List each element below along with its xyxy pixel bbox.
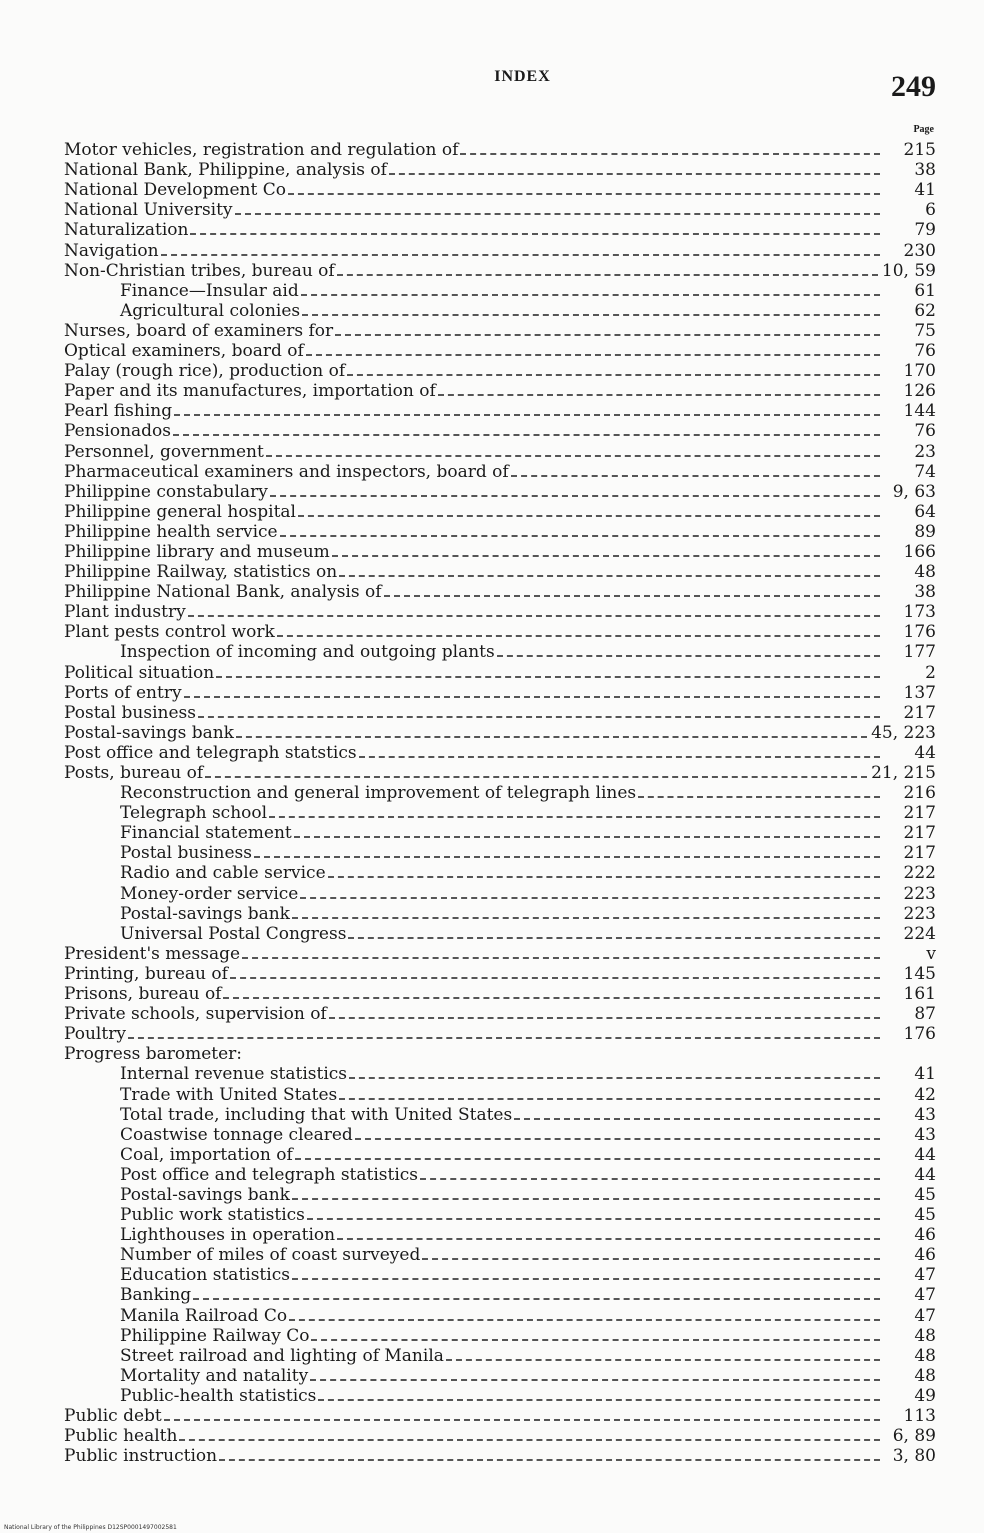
entry-label: Public-health statistics (120, 1385, 317, 1406)
dot-leader (292, 916, 880, 919)
dot-leader (223, 996, 880, 999)
entry-label: Total trade, including that with United States (120, 1104, 513, 1125)
dot-leader (298, 514, 880, 517)
entry-label: Pearl fishing (64, 401, 173, 422)
entry-page-reference: 23 (914, 441, 936, 462)
entry-label: Poultry (64, 1024, 126, 1045)
index-subentry (64, 783, 936, 803)
entry-page-reference: 176 (903, 1024, 936, 1045)
dot-leader (294, 835, 880, 838)
entry-label: Public instruction (64, 1446, 218, 1467)
dot-leader (230, 976, 880, 979)
entry-page-reference: 46 (914, 1245, 936, 1266)
index-entry (64, 1044, 936, 1064)
index-subentry (64, 1245, 936, 1265)
index-subentry (64, 1125, 936, 1145)
index-entry (64, 763, 936, 783)
dot-leader (335, 333, 880, 336)
entry-label: Navigation (64, 240, 159, 261)
entry-page-reference: 137 (903, 682, 936, 703)
entry-page-reference: 44 (914, 1164, 936, 1185)
entry-label: Postal business (64, 702, 196, 723)
dot-leader (188, 614, 880, 617)
index-entry (64, 662, 936, 682)
entry-label: Personnel, government (64, 441, 264, 462)
dot-leader (216, 675, 880, 678)
entry-label: Philippine Railway Co (120, 1325, 310, 1346)
entry-page-reference: 79 (914, 220, 936, 241)
entry-label: Number of miles of coast surveyed (120, 1245, 421, 1266)
dot-leader (318, 1398, 880, 1401)
entry-label: Internal revenue statistics (120, 1064, 348, 1085)
dot-leader (301, 293, 880, 296)
dot-leader (277, 634, 880, 637)
dot-leader (161, 253, 880, 256)
index-subentry (64, 1346, 936, 1366)
index-entry (64, 703, 936, 723)
entry-label: Prisons, bureau of (64, 984, 222, 1005)
entry-page-reference: 9, 63 (892, 481, 936, 502)
index-subentry (64, 281, 936, 301)
dot-leader (295, 1157, 880, 1160)
entry-label: Education statistics (120, 1265, 290, 1286)
dot-leader (164, 1418, 880, 1421)
entry-label: Radio and cable service (120, 863, 326, 884)
index-subentry (64, 904, 936, 924)
entry-label: Paper and its manufactures, importation of (64, 381, 436, 402)
entry-page-reference: 10, 59 (881, 260, 936, 281)
dot-leader (497, 654, 880, 657)
index-entry (64, 723, 936, 743)
dot-leader (198, 715, 880, 718)
entry-page-reference: 47 (914, 1285, 936, 1306)
index-subentry (64, 1366, 936, 1386)
index-entry (64, 622, 936, 642)
index-entry (64, 200, 936, 220)
entry-label: Agricultural colonies (120, 300, 301, 321)
index-subentry (64, 1145, 936, 1165)
index-subentry (64, 1165, 936, 1185)
entry-label: National University (64, 200, 233, 221)
entry-label: Pensionados (64, 421, 172, 442)
dot-leader (348, 936, 880, 939)
entry-page-reference: 223 (903, 883, 936, 904)
entry-label: Plant pests control work (64, 622, 275, 643)
index-entry (64, 542, 936, 562)
entry-label: Postal-savings bank (120, 1184, 290, 1205)
dot-leader (384, 594, 880, 597)
entry-label: Universal Postal Congress (120, 923, 347, 944)
entry-label: Pharmaceutical examiners and inspectors, board of (64, 461, 509, 482)
entry-page-reference: 44 (914, 742, 936, 763)
index-subentry (64, 1105, 936, 1125)
entry-label: Philippine Railway, statistics on (64, 562, 338, 583)
entry-label: Manila Railroad Co (120, 1305, 288, 1326)
entry-label: National Development Co (64, 180, 286, 201)
entry-label: Philippine health service (64, 521, 278, 542)
entry-label: Postal-savings bank (64, 722, 234, 743)
index-entry (64, 1004, 936, 1024)
dot-leader (173, 433, 880, 436)
dot-leader (389, 172, 880, 175)
entry-label: Posts, bureau of (64, 763, 204, 783)
entry-page-reference: 2 (925, 662, 936, 683)
index-entry (64, 582, 936, 602)
entry-label: Ports of entry (64, 682, 182, 703)
dot-leader (236, 735, 867, 738)
dot-leader (359, 755, 880, 758)
entry-label: Postal-savings bank (120, 903, 290, 924)
entry-label: Plant industry (64, 602, 186, 623)
dot-leader (514, 1117, 880, 1120)
entry-label: Post office and telegraph statistics (120, 1164, 419, 1185)
entry-label: Nurses, board of examiners for (64, 320, 334, 341)
dot-leader (310, 1378, 880, 1381)
dot-leader (179, 1438, 880, 1441)
dot-leader (347, 373, 880, 376)
entry-label: Finance—Insular aid (120, 280, 299, 301)
entry-label: President's message (64, 943, 241, 964)
dot-leader (219, 1458, 880, 1461)
index-entry (64, 683, 936, 703)
index-entry (64, 1426, 936, 1446)
index-subentry (64, 1265, 936, 1285)
dot-leader (349, 1076, 880, 1079)
entry-page-reference: 89 (914, 521, 936, 542)
index-subentry (64, 883, 936, 903)
entry-label: Money-order service (120, 883, 299, 904)
entry-page-reference: 45 (914, 1184, 936, 1205)
entry-label: Trade with United States (120, 1084, 338, 1105)
index-entry (64, 984, 936, 1004)
entry-page-reference: 217 (903, 803, 936, 824)
index-entry (64, 220, 936, 240)
dot-leader (460, 152, 880, 155)
entry-page-reference: 41 (914, 180, 936, 201)
entry-page-reference: 47 (914, 1305, 936, 1326)
dot-leader (302, 313, 880, 316)
entry-page-reference: 170 (903, 361, 936, 382)
dot-leader (337, 273, 878, 276)
index-subentry (64, 1285, 936, 1305)
dot-leader (329, 1016, 880, 1019)
index-entry (64, 321, 936, 341)
dot-leader (306, 353, 880, 356)
dot-leader (270, 494, 880, 497)
dot-leader (280, 534, 880, 537)
index-subentry (64, 1084, 936, 1104)
index-subentry (64, 1225, 936, 1245)
entry-page-reference: 74 (914, 461, 936, 482)
entry-label: Philippine general hospital (64, 501, 296, 522)
index-entry (64, 441, 936, 461)
entry-page-reference: 44 (914, 1144, 936, 1165)
entry-label: Philippine library and museum (64, 541, 330, 562)
entry-page-reference: 76 (914, 341, 936, 362)
dot-leader (292, 1197, 880, 1200)
entry-page-reference: 46 (914, 1225, 936, 1246)
index-entry (64, 964, 936, 984)
index-subentry (64, 823, 936, 843)
entry-page-reference: 217 (903, 843, 936, 864)
entry-label: Reconstruction and general improvement of telegraph lines (120, 783, 637, 804)
entry-page-reference: 42 (914, 1084, 936, 1105)
entry-label: Public health (64, 1426, 178, 1447)
dot-leader (339, 1097, 880, 1100)
dot-leader (332, 554, 880, 557)
index-entry (64, 341, 936, 361)
entry-label: Banking (120, 1285, 192, 1306)
dot-leader (235, 212, 880, 215)
entry-page-reference: 48 (914, 1325, 936, 1346)
dot-leader (422, 1257, 880, 1260)
entry-label: Postal business (120, 843, 252, 864)
entry-page-reference: 48 (914, 562, 936, 583)
dot-leader (205, 775, 867, 778)
entry-page-reference: 166 (903, 541, 936, 562)
entry-page-reference: 230 (903, 240, 936, 261)
page-column-label: Page (913, 124, 934, 135)
dot-leader (307, 1217, 880, 1220)
index-entry (64, 401, 936, 421)
entry-label: Telegraph school (120, 803, 268, 824)
entry-page-reference: 61 (914, 280, 936, 301)
dot-leader (638, 795, 880, 798)
index-entry (64, 562, 936, 582)
entry-page-reference: 6 (925, 200, 936, 221)
index-entry (64, 522, 936, 542)
dot-leader (128, 1036, 880, 1039)
entry-page-reference: 49 (914, 1385, 936, 1406)
entry-page-reference: 161 (903, 984, 936, 1005)
entry-label: Naturalization (64, 220, 189, 241)
index-entry (64, 160, 936, 180)
index-subentry (64, 1064, 936, 1084)
entry-page-reference: 21, 215 (871, 763, 936, 783)
entry-page-reference: 75 (914, 320, 936, 341)
index-subentry (64, 301, 936, 321)
entry-label: Public work statistics (120, 1205, 305, 1226)
entry-page-reference: 223 (903, 903, 936, 924)
entry-page-reference: 47 (914, 1265, 936, 1286)
entry-label: Private schools, supervision of (64, 1004, 327, 1025)
entry-label: Progress barometer: (64, 1044, 243, 1065)
index-entry (64, 421, 936, 441)
dot-leader (266, 454, 880, 457)
entry-page-reference: 48 (914, 1365, 936, 1386)
dot-leader (337, 1237, 880, 1240)
entry-page-reference: 216 (903, 783, 936, 804)
entry-page-reference: 38 (914, 582, 936, 603)
index-entry (64, 180, 936, 200)
dot-leader (292, 1277, 880, 1280)
index-entry (64, 462, 936, 482)
index-entry (64, 140, 936, 160)
scan-footer-note: National Library of the Philippines D12SP0001497002581 (4, 1524, 177, 1531)
entry-page-reference: 173 (903, 602, 936, 623)
entry-label: Political situation (64, 662, 215, 683)
entry-page-reference: 145 (903, 963, 936, 984)
page-number: 249 (891, 70, 936, 103)
index-entry (64, 381, 936, 401)
entry-page-reference: 113 (903, 1406, 936, 1426)
dot-leader (269, 815, 880, 818)
entry-page-reference: 76 (914, 421, 936, 442)
entry-page-reference: 87 (914, 1004, 936, 1025)
entry-label: Non-Christian tribes, bureau of (64, 260, 335, 281)
entry-label: Coastwise tonnage cleared (120, 1124, 353, 1145)
index-entry (64, 502, 936, 522)
entry-page-reference: 144 (903, 401, 936, 422)
index-entry (64, 482, 936, 502)
index-subentry (64, 1305, 936, 1325)
entry-page-reference: 45, 223 (871, 722, 936, 743)
index-entry (64, 240, 936, 260)
index-entry (64, 743, 936, 763)
dot-leader (355, 1137, 880, 1140)
entry-page-reference: 217 (903, 823, 936, 844)
entry-label: Philippine constabulary (64, 481, 268, 502)
index-subentry (64, 1185, 936, 1205)
index-entry (64, 1406, 936, 1426)
index-entry (64, 261, 936, 281)
dot-leader (446, 1358, 880, 1361)
dot-leader (242, 956, 880, 959)
entry-page-reference: 3, 80 (892, 1446, 936, 1467)
running-head-title: INDEX (494, 68, 551, 85)
dot-leader (438, 393, 880, 396)
index-entry (64, 1446, 936, 1466)
index-entry (64, 1024, 936, 1044)
dot-leader (339, 574, 880, 577)
entry-label: National Bank, Philippine, analysis of (64, 160, 387, 181)
entry-label: Printing, bureau of (64, 963, 228, 984)
index-subentry (64, 1205, 936, 1225)
index-entry-list (64, 140, 936, 1466)
entry-page-reference: 215 (903, 140, 936, 161)
dot-leader (193, 1297, 880, 1300)
dot-leader (420, 1177, 880, 1180)
dot-leader (289, 1318, 880, 1321)
entry-label: Coal, importation of (120, 1144, 293, 1165)
entry-page-reference: 217 (903, 702, 936, 723)
entry-label: Inspection of incoming and outgoing plants (120, 642, 495, 663)
index-entry (64, 361, 936, 381)
entry-page-reference: 45 (914, 1205, 936, 1226)
entry-page-reference: 41 (914, 1064, 936, 1085)
dot-leader (300, 896, 880, 899)
index-subentry (64, 803, 936, 823)
entry-page-reference: 224 (903, 923, 936, 944)
entry-page-reference: v (926, 943, 936, 964)
entry-label: Public debt (64, 1406, 162, 1426)
dot-leader (184, 695, 880, 698)
index-entry (64, 944, 936, 964)
entry-page-reference: 222 (903, 863, 936, 884)
dot-leader (288, 192, 880, 195)
entry-label: Street railroad and lighting of Manila (120, 1345, 444, 1366)
entry-page-reference: 177 (903, 642, 936, 663)
dot-leader (254, 855, 880, 858)
entry-page-reference: 176 (903, 622, 936, 643)
entry-label: Lighthouses in operation (120, 1225, 336, 1246)
entry-page-reference: 43 (914, 1124, 936, 1145)
dot-leader (511, 474, 880, 477)
index-subentry (64, 642, 936, 662)
dot-leader (190, 232, 880, 235)
entry-page-reference: 126 (903, 381, 936, 402)
entry-label: Motor vehicles, registration and regulation of (64, 140, 459, 161)
entry-label: Financial statement (120, 823, 292, 844)
entry-page-reference: 62 (914, 300, 936, 321)
dot-leader (311, 1338, 880, 1341)
index-subentry (64, 1326, 936, 1346)
index-subentry (64, 863, 936, 883)
entry-page-reference: 38 (914, 160, 936, 181)
entry-page-reference: 64 (914, 501, 936, 522)
entry-page-reference: 6, 89 (892, 1426, 936, 1447)
entry-page-reference: 43 (914, 1104, 936, 1125)
dot-leader (328, 875, 880, 878)
entry-page-reference: 48 (914, 1345, 936, 1366)
index-entry (64, 602, 936, 622)
entry-label: Mortality and natality (120, 1365, 309, 1386)
entry-label: Philippine National Bank, analysis of (64, 582, 382, 603)
dot-leader (174, 413, 880, 416)
entry-label: Optical examiners, board of (64, 341, 304, 362)
index-subentry (64, 924, 936, 944)
index-subentry (64, 1386, 936, 1406)
index-subentry (64, 843, 936, 863)
entry-label: Post office and telegraph statstics (64, 742, 357, 763)
entry-label: Palay (rough rice), production of (64, 361, 346, 382)
